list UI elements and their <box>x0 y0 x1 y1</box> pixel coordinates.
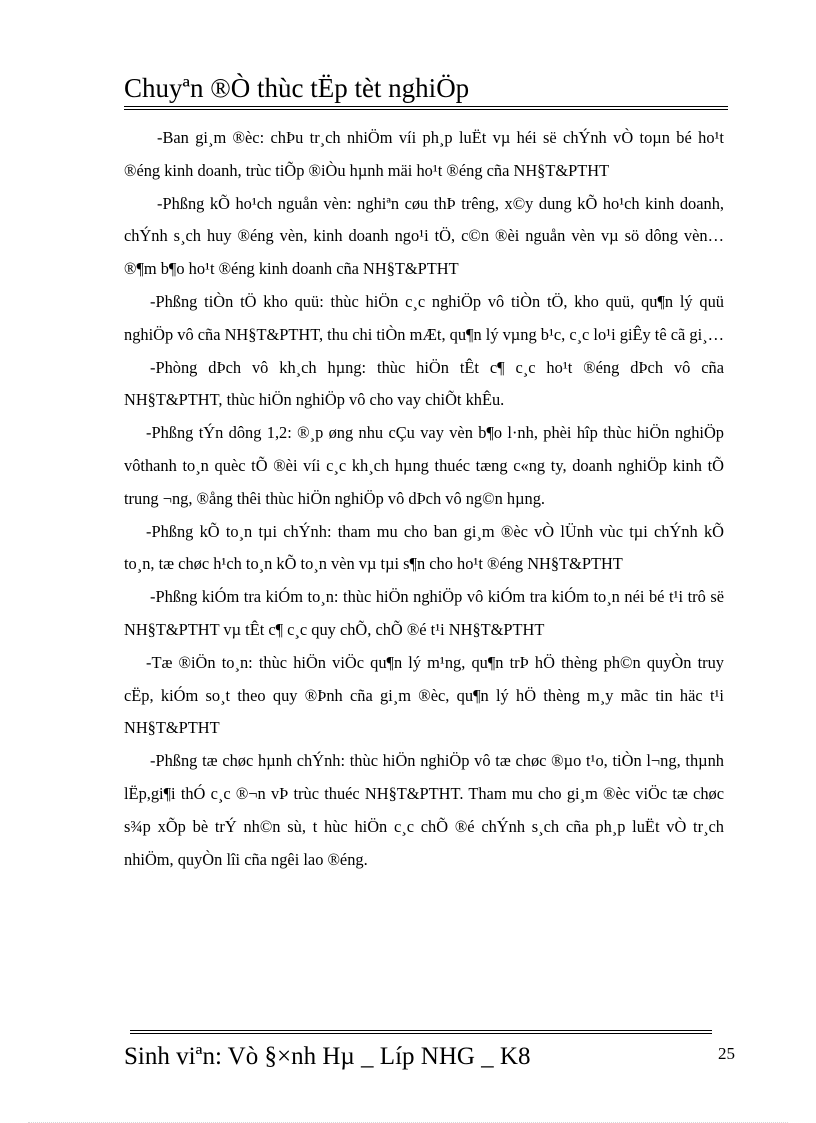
header-rule-bottom <box>124 109 728 110</box>
paragraph-phong-tien-te: -Phßng tiÒn tÖ kho quü: thùc hiÖn c¸c nghiÖp vô tiÒn tÖ, kho quü, qu¶n lý quü nghiÖp vô cña NH§T&PTHT, thu chi tiÒn mÆt, qu¶n lý vµng b¹c, c¸c lo¹i giÊy tê cã gi¸… <box>124 291 724 344</box>
paragraph-phong-dich-vu: -Phòng dÞch vô kh¸ch hµng: thùc hiÖn tÊt c¶ c¸c ho¹t ®éng dÞch vô cña NH§T&PTHT, thùc hiÖn nghiÖp vô cho vay chiÕt khÊu. <box>124 357 724 410</box>
paragraph-phong-ke-hoach: -Phßng kÕ ho¹ch nguån vèn: nghiªn cøu thÞ trêng, x©y dung kÕ ho¹ch kinh doanh, chÝnh s¸ch huy ®éng vèn, kinh doanh ngo¹i tÖ, c©n ®èi nguån vèn vµ sö dông vèn… ®¶m b¶o ho¹t ®éng kinh doanh cña NH§T&PTHT <box>124 193 724 279</box>
header-rule-top <box>124 106 728 107</box>
footer-rule-bottom <box>130 1033 712 1034</box>
footer-rule-top <box>130 1030 712 1031</box>
paragraph-ban-giam-doc: -Ban gi¸m ®èc: chÞu tr¸ch nhiÖm víi ph¸p luËt vµ héi së chÝnh vÒ toµn bé ho¹t ®éng kinh doanh, trùc tiÕp ®iÒu hµnh mäi ho¹t ®éng cña NH§T&PTHT <box>124 128 724 180</box>
paragraph-phong-kiem-tra: -Phßng kiÓm tra kiÓm to¸n: thùc hiÖn nghiÖp vô kiÓm tra kiÓm to¸n néi bé t¹i trô së NH§T&PTHT vµ tÊt c¶ c¸c quy chÕ, chÕ ®é t¹i NH§T&PTHT <box>124 587 724 639</box>
paragraph-phong-to-chuc: -Phßng tæ chøc hµnh chÝnh: thùc hiÖn nghiÖp vô tæ chøc ®µo t¹o, tiÒn l¬ng, thµnh lËp,gi¶i thÓ c¸c ®¬n vÞ trùc thuéc NH§T&PTHT. Tham mu cho gi¸m ®èc viÖc tæ chøc s¾p xÕp bè trÝ nh©n sù, t hùc hiÖn c¸c chÕ ®é chÝnh s¸ch cña ph¸p luËt vÒ tr¸ch nhiÖm, quyÒn lîi cña ngêi lao ®éng. <box>124 751 724 869</box>
body-text <box>124 122 724 876</box>
paragraph-phong-tin-dung: -Phßng tÝn dông 1,2: ®¸p øng nhu cÇu vay vèn b¶o l·nh, phèi hîp thùc hiÖn nghiÖp vôthanh to¸n quèc tÕ ®èi víi c¸c kh¸ch hµng thuéc tæng c«ng ty, doanh nghiÖp kinh tÕ trung ¬ng, ®ång thêi thùc hiÖn nghiÖp vô dÞch vô ng©n hµng. <box>124 423 724 508</box>
paragraph-to-dien-toan: -Tæ ®iÖn to¸n: thùc hiÖn viÖc qu¶n lý m¹ng, qu¶n trÞ hÖ thèng ph©n quyÒn truy cËp, kiÓm so¸t theo quy ®Þnh cña gi¸m ®èc, qu¶n lý hÖ thèng m¸y mãc tin häc t¹i NH§T&PTHT <box>124 652 724 738</box>
header-title: Chuyªn ®Ò thùc tËp tèt nghiÖp <box>124 73 470 103</box>
paragraph-phong-ke-toan: -Phßng kÕ to¸n tµi chÝnh: tham mu cho ban gi¸m ®èc vÒ lÜnh vùc tµi chÝnh kÕ to¸n, tæ chøc h¹ch to¸n kÕ to¸n vèn vµ tµi s¶n cho ho¹t ®éng NH§T&PTHT <box>124 521 724 574</box>
footer-author: Sinh viªn: Vò §×nh Hµ _ Líp NHG _ K8 <box>124 1043 531 1070</box>
page-number: 25 <box>718 1044 735 1063</box>
